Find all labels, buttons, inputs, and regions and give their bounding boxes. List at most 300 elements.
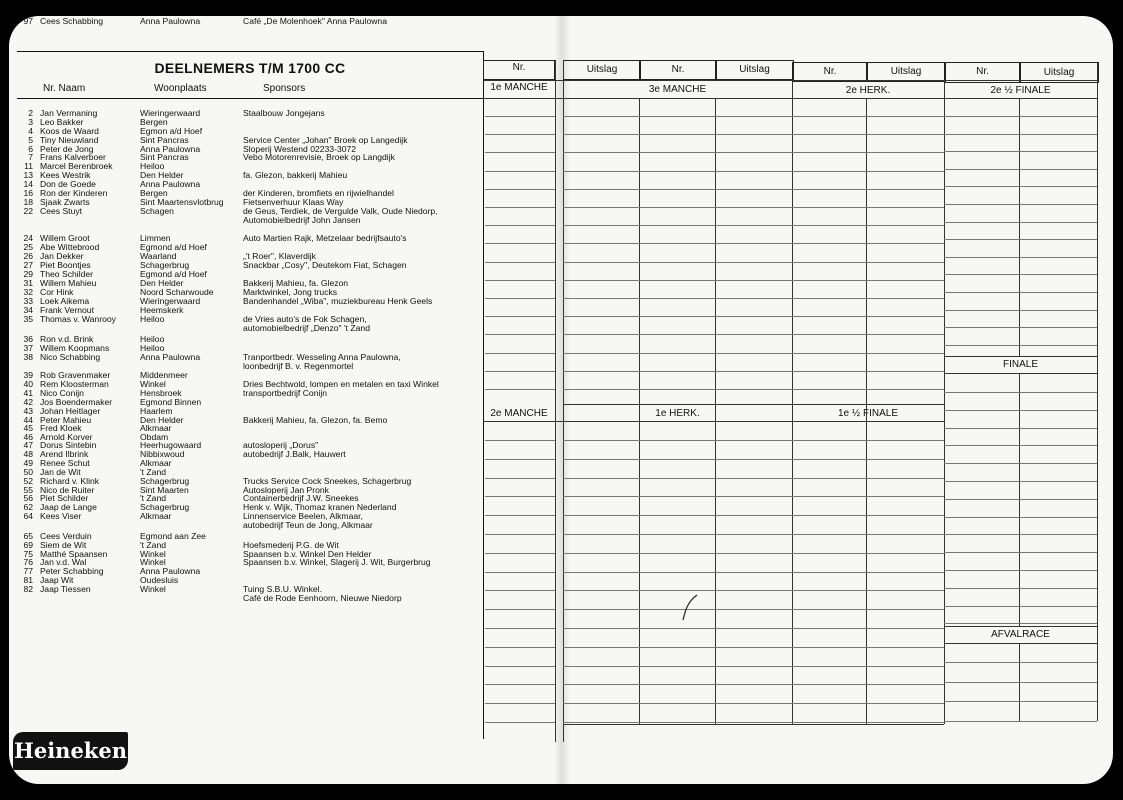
participant-number: 38 <box>23 352 33 362</box>
participant-name: Jan Dekker <box>40 251 84 261</box>
participant-city: Sint Pancras <box>140 135 189 145</box>
participants-header <box>17 51 483 99</box>
row-line <box>563 262 944 263</box>
participant-number: 81 <box>23 575 33 585</box>
heat-title-finale: FINALE <box>1002 359 1038 370</box>
participant-sponsor: Vebo Motorenrevisie, Broek op Langdijk <box>243 152 395 162</box>
row-line <box>944 292 1097 293</box>
grid-line <box>944 356 1097 357</box>
row-line <box>944 445 1097 446</box>
row-line <box>485 116 555 117</box>
participant-number: 34 <box>23 305 33 315</box>
participant-name: Jos Boendermaker <box>40 397 113 407</box>
row-line <box>563 316 944 317</box>
participant-city: Wieringerwaard <box>140 296 201 306</box>
participant-city: 't Zand <box>140 493 167 503</box>
row-line <box>485 515 555 516</box>
participant-name: Koos de Waard <box>40 126 99 136</box>
row-line <box>563 496 944 497</box>
participant-name: Jaap de Lange <box>40 502 97 512</box>
grid-line <box>1097 62 1098 721</box>
participant-city: Anna Paulowna <box>140 566 201 576</box>
participant-name: Jan Vermaning <box>40 108 98 118</box>
participant-name: Cor Hink <box>40 287 74 297</box>
participant-number: 76 <box>23 557 33 567</box>
participant-number: 14 <box>23 179 33 189</box>
participant-name: Peter Mahieu <box>40 415 92 425</box>
participant-sponsor: Dries Bechtwold, lompen en metalen en taxi Winkel <box>243 379 439 389</box>
row-line <box>563 243 944 244</box>
row-line <box>563 225 944 226</box>
row-line <box>563 298 944 299</box>
row-line <box>563 280 944 281</box>
participant-name: Arnold Korver <box>40 432 93 442</box>
row-line <box>563 459 944 460</box>
participant-number: 37 <box>23 343 33 353</box>
participant-number: 35 <box>23 314 33 324</box>
participant-sponsor: Marktwinkel, Jong trucks <box>243 287 338 297</box>
row-line <box>944 701 1097 702</box>
participant-name: Willem Mahieu <box>40 278 97 288</box>
participant-number: 24 <box>23 233 33 243</box>
participant-city: Limmen <box>140 233 171 243</box>
participant-sponsor: de Vries auto's de Fok Schagen, <box>243 314 367 324</box>
participant-city: Oudesluis <box>140 575 179 585</box>
row-line <box>563 334 944 335</box>
row-line <box>944 222 1097 223</box>
participant-name: Johan Heitlager <box>40 406 101 416</box>
row-line <box>485 353 555 354</box>
row-line <box>944 606 1097 607</box>
row-line <box>563 371 944 372</box>
grid-line <box>1019 98 1020 356</box>
row-line <box>944 481 1097 482</box>
participant-number: 48 <box>23 449 33 459</box>
row-line <box>944 134 1097 135</box>
row-line <box>944 463 1097 464</box>
grid-line <box>944 373 1097 374</box>
row-line <box>944 721 1097 722</box>
row-line <box>563 515 944 516</box>
participant-number: 50 <box>23 467 33 477</box>
row-line <box>944 239 1097 240</box>
participant-city: Obdam <box>140 432 169 442</box>
participant-sponsor: Henk v. Wijk, Thomaz kranen Nederland <box>243 502 397 512</box>
participant-sponsor: Bakkerij Mahieu, fa. Glezon <box>243 278 349 288</box>
heat-title-3e-manche: 3e MANCHE <box>648 84 707 95</box>
participant-number: 25 <box>23 242 33 252</box>
row-line <box>485 478 555 479</box>
participant-sponsor: fa. Glezon, bakkerij Mahieu <box>243 170 348 180</box>
participant-name: Peter Schabbing <box>40 566 104 576</box>
row-line <box>563 609 944 610</box>
participant-sponsor: Auto Martien Rajk, Metzelaar bedrijfsauto's <box>243 233 407 243</box>
participant-city: Anna Paulowna <box>140 179 201 189</box>
row-line <box>563 353 944 354</box>
participant-sponsor: autobedrijf J.Balk, Hauwert <box>243 449 346 459</box>
page-gutter <box>554 16 570 784</box>
row-line <box>485 722 555 723</box>
uitslag-header-2: Uitslag <box>715 60 794 80</box>
participant-name: Don de Goede <box>40 179 96 189</box>
participant-name: Jaap Wit <box>40 575 74 585</box>
participant-name: Jaap Tiessen <box>40 584 91 594</box>
grid-line <box>563 404 944 405</box>
grid-line <box>483 98 1097 99</box>
grid-line <box>639 98 640 724</box>
participant-sponsor: Café de Rode Eenhoorn, Nieuwe Niedorp <box>243 593 402 603</box>
participant-sponsor: Spaansen b.v. Winkel Den Helder <box>243 549 372 559</box>
participant-name: Nico de Ruiter <box>40 485 95 495</box>
heat-title-1e-herk: 1e HERK. <box>655 408 700 419</box>
participant-number: 32 <box>23 287 33 297</box>
participant-number: 6 <box>28 144 33 154</box>
participant-number: 36 <box>23 334 33 344</box>
participant-sponsor: Snackbar „Cosy", Deutekom Fiat, Schagen <box>243 260 407 270</box>
participant-name: Ron der Kinderen <box>40 188 108 198</box>
participant-number: 52 <box>23 476 33 486</box>
row-line <box>563 628 944 629</box>
grid-line <box>483 80 1097 81</box>
row-line <box>944 310 1097 311</box>
participant-name: Jan v.d. Wal <box>40 557 87 567</box>
nr-header-1: Nr. <box>483 60 555 80</box>
participant-name: Frans Kalverboer <box>40 152 106 162</box>
uitslag-header-3: Uitslag <box>866 62 946 82</box>
participant-number: 4 <box>28 126 33 136</box>
row-line <box>563 647 944 648</box>
participant-city: Sint Maarten <box>140 485 189 495</box>
participant-sponsor: Tuing S.B.U. Winkel. <box>243 584 322 594</box>
page-title: DEELNEMERS T/M 1700 CC <box>154 60 346 76</box>
row-line <box>563 189 944 190</box>
grid-line <box>944 626 1097 627</box>
nr-header-4: Nr. <box>944 62 1021 83</box>
row-line <box>485 666 555 667</box>
participant-city: Heiloo <box>140 334 165 344</box>
row-line <box>944 623 1097 624</box>
row-line <box>485 459 555 460</box>
participant-city: Egmond aan Zee <box>140 531 206 541</box>
row-line <box>563 684 944 685</box>
participant-name: Willem Groot <box>40 233 90 243</box>
participant-number: 29 <box>23 269 33 279</box>
participant-number: 13 <box>23 170 33 180</box>
row-line <box>944 534 1097 535</box>
participant-number: 62 <box>23 502 33 512</box>
participant-sponsor: Bakkerij Mahieu, fa. Glezon, fa. Bemo <box>243 415 388 425</box>
heat-title-1e-halve-finale: 1e ½ FINALE <box>837 408 899 419</box>
col-header-nr-naam: Nr. Naam <box>43 83 86 94</box>
participant-number: 43 <box>23 406 33 416</box>
grid-line <box>483 421 944 422</box>
participant-name: Siem de Wit <box>40 540 87 550</box>
uitslag-header-4: Uitslag <box>1019 62 1099 83</box>
participant-name: Matthé Spaansen <box>40 549 108 559</box>
participant-name: Dorus Sintebin <box>40 440 97 450</box>
row-line <box>563 534 944 535</box>
participant-sponsor: Trucks Service Cock Sneekes, Schagerbrug <box>243 476 412 486</box>
participant-sponsor: autobedrijf Teun de Jong, Alkmaar <box>243 520 373 530</box>
participant-city: Sint Maartensvlotbrug <box>140 197 224 207</box>
participant-sponsor: transportbedrijf Conijn <box>243 388 328 398</box>
participant-city: Schagerbrug <box>140 502 190 512</box>
row-line <box>563 722 944 723</box>
participant-number: 11 <box>24 161 33 171</box>
participant-name: Arend Ilbrink <box>40 449 89 459</box>
participant-city: Haarlem <box>140 406 173 416</box>
participant-sponsor: Tranportbedr. Wesseling Anna Paulowna, <box>243 352 401 362</box>
row-line <box>485 262 555 263</box>
participant-city: Noord Scharwoude <box>140 287 214 297</box>
row-line <box>485 371 555 372</box>
row-line <box>485 647 555 648</box>
participant-name: Nico Schabbing <box>40 352 101 362</box>
participant-sponsor: autosloperij „Dorus" <box>243 440 319 450</box>
participant-number: 49 <box>23 458 33 468</box>
row-line <box>485 243 555 244</box>
participant-name: Rem Kloosterman <box>40 379 109 389</box>
participant-sponsor: Automobielbedrijf John Jansen <box>243 215 361 225</box>
participant-city: Sint Pancras <box>140 152 189 162</box>
nr-header-2: Nr. <box>639 60 717 80</box>
row-line <box>563 171 944 172</box>
participant-sponsor: Café „De Molenhoek" Anna Paulowna <box>243 16 387 26</box>
row-line <box>485 534 555 535</box>
participant-name: Marcel Berenbroek <box>40 161 113 171</box>
row-line <box>944 682 1097 683</box>
row-line <box>563 152 944 153</box>
participant-city: Middenmeer <box>140 370 188 380</box>
col-header-woonplaats: Woonplaats <box>154 83 207 94</box>
participant-number: 45 <box>23 423 33 433</box>
participant-sponsor: Spaansen b.v. Winkel, Slagerij J. Wit, Burgerbrug <box>243 557 431 567</box>
participant-name: Cees Verduin <box>40 531 92 541</box>
row-line <box>485 440 555 441</box>
participant-name: Renee Schut <box>40 458 90 468</box>
participant-city: Hensbroek <box>140 388 182 398</box>
participant-city: Egmon a/d Hoef <box>140 126 203 136</box>
grid-line <box>563 60 564 742</box>
participant-number: 64 <box>23 511 33 521</box>
row-line <box>944 410 1097 411</box>
participant-city: Schagerbrug <box>140 260 190 270</box>
participant-city: Egmond a/d Hoef <box>140 242 207 252</box>
participant-sponsor: der Kinderen, bromfiets en rijwielhandel <box>243 188 394 198</box>
participant-name: Kees Viser <box>40 511 82 521</box>
participant-number: 33 <box>23 296 33 306</box>
row-line <box>485 189 555 190</box>
participant-city: 't Zand <box>140 540 167 550</box>
participant-number: 41 <box>23 388 33 398</box>
participant-name: Sjaak Zwarts <box>40 197 90 207</box>
row-line <box>944 570 1097 571</box>
row-line <box>563 590 944 591</box>
participant-name: Richard v. Klink <box>40 476 100 486</box>
participant-number: 7 <box>28 152 33 162</box>
participant-name: Leo Bakker <box>40 117 84 127</box>
uitslag-header-1: Uitslag <box>563 60 641 80</box>
participant-sponsor: Staalbouw Jongejans <box>243 108 325 118</box>
row-line <box>944 116 1097 117</box>
participant-sponsor: Autosloperij Jan Pronk <box>243 485 329 495</box>
participant-sponsor: Fietsenverhuur Klaas Way <box>243 197 344 207</box>
participant-sponsor: Hoefsmederij P.G. de Wit <box>243 540 339 550</box>
participant-number: 44 <box>23 415 33 425</box>
row-line <box>563 572 944 573</box>
row-line <box>485 171 555 172</box>
row-line <box>563 134 944 135</box>
participant-name: Tiny Nieuwland <box>40 135 99 145</box>
participant-name: Piet Schilder <box>40 493 89 503</box>
participant-name: Thomas v. Wanrooy <box>40 314 116 324</box>
participant-number: 18 <box>23 197 33 207</box>
row-line <box>563 478 944 479</box>
participant-city: Heerhugowaard <box>140 440 202 450</box>
participant-city: Bergen <box>140 117 168 127</box>
grid-line <box>555 60 556 742</box>
participant-number: 69 <box>23 540 33 550</box>
participant-city: Heemskerk <box>140 305 184 315</box>
row-line <box>944 186 1097 187</box>
participant-city: Bergen <box>140 188 168 198</box>
participant-city: Anna Paulowna <box>140 16 201 26</box>
row-line <box>485 628 555 629</box>
row-line <box>563 116 944 117</box>
participant-name: Cees Stuyt <box>40 206 83 216</box>
participant-number: 46 <box>23 432 33 442</box>
participant-city: Schagen <box>140 206 174 216</box>
row-line <box>485 298 555 299</box>
heat-title-1e-manche: 1e MANCHE <box>490 82 548 93</box>
pen-mark <box>679 592 701 622</box>
participant-name: Rob Gravenmaker <box>40 370 111 380</box>
participant-name: Theo Schilder <box>40 269 94 279</box>
participant-name: Fred Kloek <box>40 423 82 433</box>
heat-title-2e-manche: 2e MANCHE <box>490 408 548 419</box>
participant-sponsor: Service Center „Johan" Broek op Langedijk <box>243 135 408 145</box>
participant-number: 47 <box>23 440 33 450</box>
participant-city: Winkel <box>140 379 166 389</box>
row-line <box>485 572 555 573</box>
participant-number: 5 <box>28 135 33 145</box>
participant-name: Cees Schabbing <box>40 16 104 26</box>
participant-number: 39 <box>23 370 33 380</box>
participant-city: Schagerbrug <box>140 476 190 486</box>
participant-number: 77 <box>23 566 33 576</box>
row-line <box>485 684 555 685</box>
participant-number: 22 <box>23 206 33 216</box>
participant-name: Peter de Jong <box>40 144 94 154</box>
participant-sponsor: „'t Roer", Klaverdijk <box>243 251 316 261</box>
row-line <box>485 609 555 610</box>
grid-line <box>866 98 867 724</box>
participant-number: 65 <box>23 531 33 541</box>
participant-city: Alkmaar <box>140 423 172 433</box>
row-line <box>485 316 555 317</box>
row-line <box>944 588 1097 589</box>
row-line <box>563 553 944 554</box>
participant-sponsor: Bandenhandel „Wiba", muziekbureau Henk Geels <box>243 296 433 306</box>
participant-city: Nibbixwoud <box>140 449 185 459</box>
participant-number: 75 <box>23 549 33 559</box>
row-line <box>485 703 555 704</box>
heat-title-afvalrace: AFVALRACE <box>991 629 1050 640</box>
participant-number: 55 <box>23 485 33 495</box>
participant-number: 27 <box>23 260 33 270</box>
row-line <box>563 389 944 390</box>
row-line <box>944 345 1097 346</box>
col-header-sponsors: Sponsors <box>263 83 306 94</box>
participant-number: 40 <box>23 379 33 389</box>
grid-line <box>563 724 944 725</box>
participant-number: 56 <box>23 493 33 503</box>
participant-city: Heiloo <box>140 161 165 171</box>
participant-number: 3 <box>28 117 33 127</box>
participant-name: Ron v.d. Brink <box>40 334 94 344</box>
row-line <box>485 553 555 554</box>
heineken-logo: Heineken <box>13 732 128 770</box>
heat-title-2e-herk: 2e HERK. <box>845 85 891 96</box>
row-line <box>485 389 555 390</box>
participant-sponsor: Containerbedrijf J.W. Sneekes <box>243 493 359 503</box>
nr-header-3: Nr. <box>792 62 868 82</box>
grid-line <box>944 80 945 724</box>
participant-city: Wieringerwaard <box>140 108 201 118</box>
participant-city: Winkel <box>140 549 166 559</box>
participant-city: Den Helder <box>140 170 184 180</box>
participant-name: Kees Westrik <box>40 170 91 180</box>
participant-city: 't Zand <box>140 467 167 477</box>
row-line <box>485 590 555 591</box>
row-line <box>563 207 944 208</box>
row-line <box>485 334 555 335</box>
row-line <box>485 207 555 208</box>
participant-city: Winkel <box>140 557 166 567</box>
row-line <box>563 666 944 667</box>
participant-city: Heiloo <box>140 343 165 353</box>
participant-sponsor: Sloperij Westend 02233-3072 <box>243 144 357 154</box>
row-line <box>944 552 1097 553</box>
participant-name: Loek Aikema <box>40 296 90 306</box>
row-line <box>485 280 555 281</box>
heat-title-2e-halve-finale: 2e ½ FINALE <box>990 85 1051 96</box>
participant-city: Winkel <box>140 584 166 594</box>
participant-city: Anna Paulowna <box>140 144 201 154</box>
row-line <box>944 274 1097 275</box>
participant-name: Piet Boontjes <box>40 260 91 270</box>
row-line <box>944 392 1097 393</box>
participant-city: Alkmaar <box>140 511 172 521</box>
participant-city: Den Helder <box>140 415 184 425</box>
participant-city: Alkmaar <box>140 458 172 468</box>
row-line <box>944 499 1097 500</box>
participant-name: Frank Vernout <box>40 305 94 315</box>
participant-city: Den Helder <box>140 278 184 288</box>
participant-name: Willem Koopmans <box>40 343 110 353</box>
participant-sponsor: automobielbedrijf „Denzo" 't Zand <box>243 323 370 333</box>
participant-number: 42 <box>23 397 33 407</box>
left-page-border <box>483 51 484 739</box>
participant-number: 16 <box>23 188 33 198</box>
row-line <box>944 517 1097 518</box>
row-line <box>944 204 1097 205</box>
participant-number: 31 <box>23 278 33 288</box>
row-line <box>944 662 1097 663</box>
row-line <box>485 496 555 497</box>
participant-number: 26 <box>23 251 33 261</box>
grid-line <box>944 643 1097 644</box>
